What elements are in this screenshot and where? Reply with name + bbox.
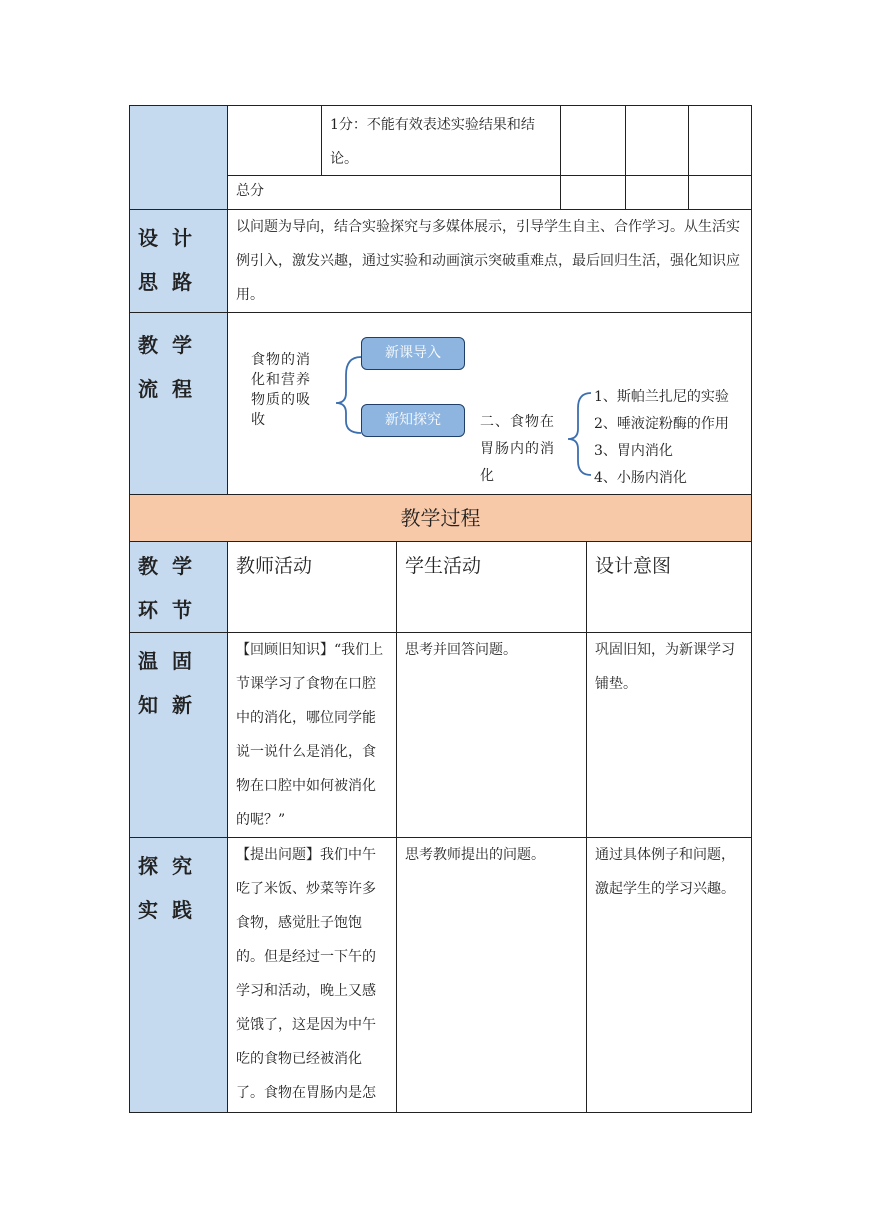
- scoring-criterion-1: 1分：不能有效表述实验结果和结论。: [321, 105, 561, 176]
- total-score-cell: [688, 175, 752, 210]
- teaching-flow-diagram: [227, 312, 752, 495]
- flow-brace-main: [336, 357, 361, 433]
- design-intent-review: 巩固旧知，为新课学习铺垫。: [586, 632, 752, 838]
- stage-explore: 探究实践: [129, 837, 228, 1113]
- score-cell: [560, 105, 626, 176]
- teacher-activity-review: 【回顾旧知识】“我们上节课学习了食物在口腔中的消化，哪位同学能说一说什么是消化，食物在口腔中如何被消化的呢？”: [227, 632, 397, 838]
- scoring-total-label: 总分: [227, 175, 561, 210]
- design-idea-text: 以问题为导向，结合实验探究与多媒体展示，引导学生自主、合作学习。从生活实例引入，激发兴趣，通过实验和动画演示突破重难点，最后回归生活，强化知识应用。: [227, 209, 752, 313]
- student-activity-explore: 思考教师提出的问题。: [396, 837, 587, 1113]
- header-student: 学生活动: [396, 541, 587, 633]
- flow-item: 1、斯帕兰扎尼的实验: [594, 389, 729, 405]
- flow-branch-exploration: 新知探究: [361, 404, 465, 437]
- design-idea-label: 设计思路: [129, 209, 228, 313]
- student-activity-review: 思考并回答问题。: [396, 632, 587, 838]
- scoring-blank-cell: [227, 105, 322, 176]
- total-score-cell: [625, 175, 689, 210]
- teaching-process-title: 教学过程: [129, 494, 752, 542]
- header-stage: 教学环节: [129, 541, 228, 633]
- teaching-flow-label: 教学流程: [129, 312, 228, 495]
- flow-branch-new-lesson: 新课导入: [361, 337, 465, 370]
- stage-review: 温固知新: [129, 632, 228, 838]
- design-intent-explore: 通过具体例子和问题，激起学生的学习兴趣。: [586, 837, 752, 1113]
- score-cell: [688, 105, 752, 176]
- flow-item: 2、唾液淀粉酶的作用: [594, 416, 729, 432]
- teacher-activity-explore: 【提出问题】我们中午吃了米饭、炒菜等许多食物，感觉肚子饱饱的。但是经过一下午的学习和活动，晚上又感觉饿了，这是因为中午吃的食物已经被消化了。食物在胃肠内是怎: [227, 837, 397, 1113]
- flow-brace-sub: [568, 393, 591, 475]
- flow-item: 4、小肠内消化: [594, 470, 687, 486]
- header-teacher: 教师活动: [227, 541, 397, 633]
- score-cell: [625, 105, 689, 176]
- total-score-cell: [560, 175, 626, 210]
- flow-sub-topic: 二、食物在胃肠内的消化: [480, 414, 555, 484]
- header-intent: 设计意图: [586, 541, 752, 633]
- flow-root-topic: 食物的消化和营养物质的吸收: [251, 352, 311, 428]
- scoring-label-cell: [129, 105, 228, 210]
- flow-item: 3、胃内消化: [594, 443, 673, 459]
